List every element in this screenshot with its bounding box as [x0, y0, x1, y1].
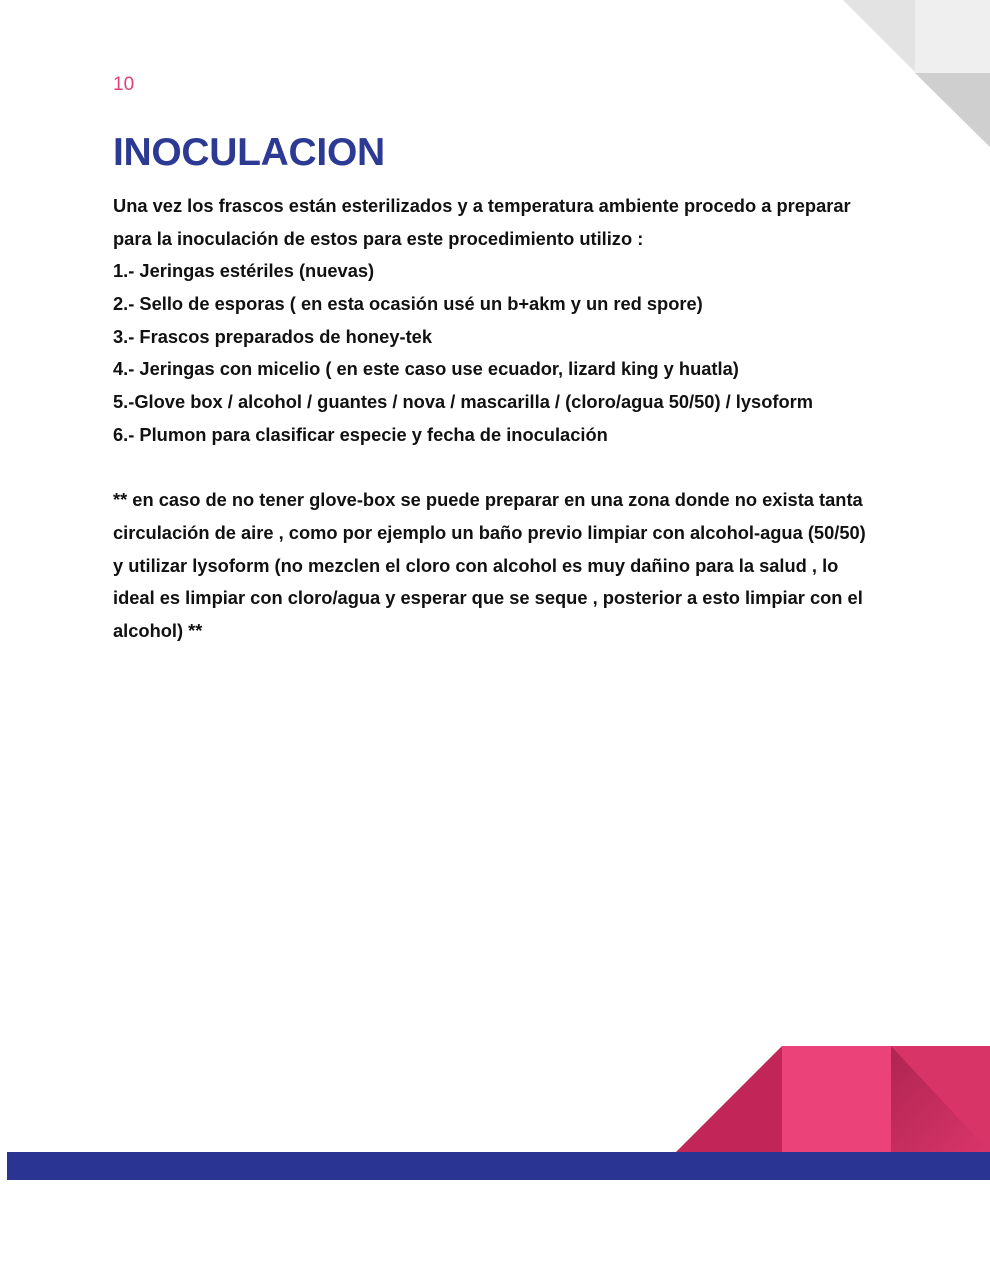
paragraph-spacer	[113, 452, 883, 485]
list-item: 6.- Plumon para clasificar especie y fecha de inoculación	[113, 423, 608, 445]
list-item: 1.- Jeringas estériles (nuevas)	[113, 260, 375, 282]
intro-line: para la inoculación de estos para este procedimiento utilizo :	[113, 227, 644, 249]
list-item: 4.- Jeringas con micelio ( en este caso use ecuador, lizard king y huatla)	[113, 358, 739, 380]
page-number: 10	[113, 74, 135, 95]
list-item: 3.- Frascos preparados de honey-tek	[113, 325, 433, 347]
note-line: alcohol) **	[113, 619, 203, 641]
note-line: y utilizar lysoform (no mezclen el cloro con alcohol es muy dañino para la salud , lo	[113, 554, 839, 576]
list-item: 2.- Sello de esporas ( en esta ocasión usé un b+akm y un red spore)	[113, 293, 703, 315]
note-line: ideal es limpiar con cloro/agua y esperar que se seque , posterior a esto limpiar con el	[113, 587, 863, 609]
note-line: circulación de aire , como por ejemplo un baño previo limpiar con alcohol-agua (50/50)	[113, 521, 866, 543]
page-title: INOCULACION	[113, 131, 385, 174]
note-line: ** en caso de no tener glove-box se puede preparar en una zona donde no exista tanta	[113, 489, 863, 511]
footer-decoration	[0, 1040, 990, 1190]
intro-line: Una vez los frascos están esterilizados y a temperatura ambiente procedo a preparar	[113, 195, 851, 216]
list-item: 5.-Glove box / alcohol / guantes / nova / mascarilla / (cloro/agua 50/50) / lysoform	[113, 391, 813, 413]
body-text	[113, 190, 883, 648]
